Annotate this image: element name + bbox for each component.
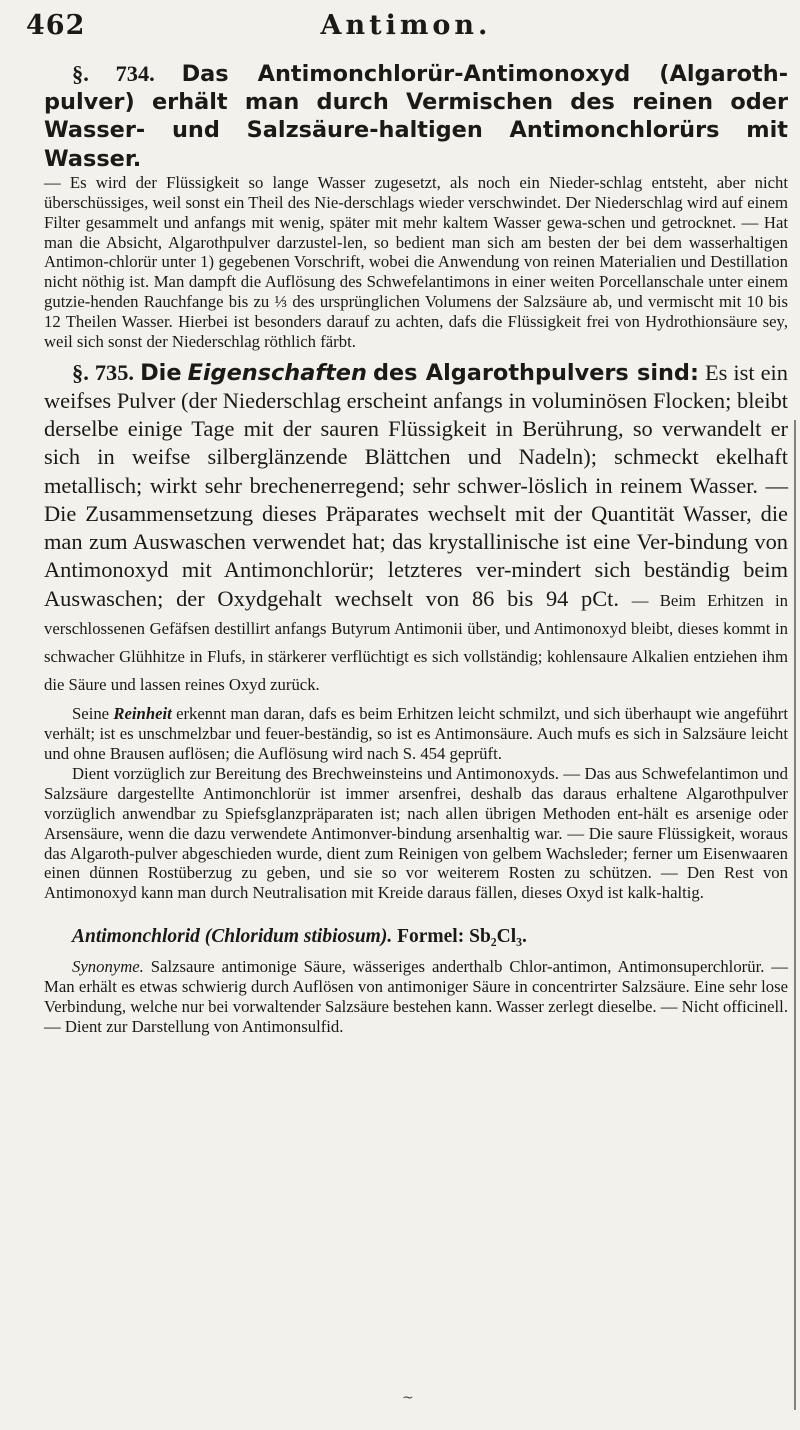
section-735-title: des Algarothpulvers sind:	[372, 359, 699, 386]
chloride-heading	[44, 925, 788, 950]
synonyms-label: Synonyme.	[72, 957, 144, 977]
page-body	[44, 60, 788, 1037]
section-734-body: — Es wird der Flüssigkeit so lange Wasser zugesetzt, als noch ein Nieder-schlag entsteht, aber nicht überschüssiges, weil sonst ein Theil des Nie-derschlags wieder verschwindet. Der Niederschlag wird auf einem Filter gesammelt und anfangs mit wenig, später mit mehr kaltem Wasser gewa-schen und getrocknet. — Hat man die Absicht, Algarothpulver darzustel-len, so bedient man sich am besten der bei dem wasserhaltigen Antimon-chlorür unter 1) gegebenen Vorschrift, wobei die Anwendung von reinen Materialien und Destillation nicht nöthig ist. Man dampft die Auflösung des Schwefelantimons in einer weiten Porcellanschale unter einem gutzie-henden Rauchfange bis zu ⅓ des ursprünglichen Volumens der Salzsäure ab, und vermischt mit 10 bis 12 Theilen Wasser. Hierbei ist besonders darauf zu achten, dafs die Flüssigkeit frei von Hydrothionsäure sey, weil sich sonst der Niederschlag röthlich färbt.	[44, 172, 788, 351]
section-735-emphasis: Eigenschaften	[187, 359, 367, 386]
section-734-title: Das Antimonchlorür-Antimonoxyd (Algaroth-pulver) erhält man durch Vermischen des reinen oder Wasser- und Salzsäure-haltigen Antimonchlorürs mit Wasser.	[44, 61, 788, 172]
binding-edge-line	[794, 420, 796, 1410]
use-paragraph: Dient vorzüglich zur Bereitung des Brechweinsteins und Antimonoxyds. — Das aus Schwefelantimon und Salzsäure dargestellte Antimonchlorür ist immer arsenfrei, deshalb das daraus erhaltene Algarothpulver vorzüglich anwendbar zu Spiefsglanzpräparaten ist; nach allen übrigen Methoden ent-hält es arsenige oder Arsensäure, wenn die dazu verwendete Antimonver-bindung arsenhaltig war. — Die saure Flüssigkeit, woraus das Algaroth-pulver abgeschieden wurde, dient zum Reinigen von gelbem Wachsleder; ferner um Eisenwaaren einen dünnen Rostüberzug zu geben, und sie so vor weiterem Rosten zu schützen. — Den Rest von Antimonoxyd kann man durch Neutralisation mit Kreide daraus fällen, dieses Oxyd ist kalk-haltig.	[44, 764, 788, 903]
heading-formula: Formel: Sb₂Cl₃.	[397, 926, 527, 948]
section-734	[44, 60, 788, 173]
running-title: Antimon.	[320, 10, 492, 41]
synonyms-body: Salzsaure antimonige Säure, wässeriges anderthalb Chlor-antimon, Antimonsuperchlorür. — Man erhält es etwas schwierig durch Auflösen von antimoniger Säure in concentrirter Salzsäure. Eine sehr lose Verbindung, welche nur bei vorwaltender Salzsäure bestehen kann. Wasser zerlegt dieselbe. — Nicht officinell. — Dient zur Darstellung von Antimonsulfid.	[44, 957, 788, 1036]
purity-emphasis: Reinheit	[113, 704, 172, 724]
synonyms-paragraph	[44, 957, 788, 1037]
page-header	[26, 10, 786, 50]
section-735	[44, 359, 788, 698]
purity-paragraph	[44, 704, 788, 764]
section-735-body: Es ist ein weifses Pulver (der Niederschlag erscheint anfangs in voluminösen Flocken; bleibt derselbe einige Tage mit der sauren Flüssigkeit in Berührung, so verwandelt er sich in weifse silberglänzende Blättchen und Nadeln); schmeckt ekelhaft metallisch; wirkt sehr brechenerregend; sehr schwer-löslich in reinem Wasser. — Die Zusammensetzung dieses Präparates wechselt mit der Quantität Wasser, die man zum Auswaschen verwendet hat; das krystallinische ist eine Ver-bindung von Antimonoxyd mit Antimonchlorür; letzteres ver-mindert sich beständig beim Auswaschen; der Oxydgehalt wechselt von 86 bis 94 pCt.	[44, 359, 788, 611]
section-735-pre: Die	[140, 359, 182, 386]
section-735-small: — Beim Erhitzen in verschlossenen Gefäfsen destillirt anfangs Butyrum Antimonii über, und Antimonoxyd bleibt, dieses kommt in schwacher Glühhitze in Flufs, in stärkerer verflüchtigt es sich vollständig; kohlensaure Alkalien entziehen ihm die Säure und lassen reines Oxyd zurück.	[44, 590, 788, 695]
footer-mark: ~	[402, 1390, 414, 1406]
section-735-number: §. 735.	[72, 359, 135, 385]
heading-main: Antimonchlorid	[72, 926, 200, 948]
heading-latin: (Chloridum stibiosum).	[204, 926, 393, 948]
purity-body: erkennt man daran, dafs es beim Erhitzen leicht schmilzt, und sich überhaupt wie angeführt verhält; ist es unschmelzbar und feuer-beständig, so ist es Antimonsäure. Auch mufs es sich in Salzsäure leicht und ohne Brausen auflösen; die Auflösung wird nach S. 454 geprüft.	[44, 704, 788, 764]
page-number: 462	[26, 10, 86, 41]
section-734-number: §. 734.	[72, 61, 155, 86]
purity-pre: Seine	[72, 704, 110, 724]
